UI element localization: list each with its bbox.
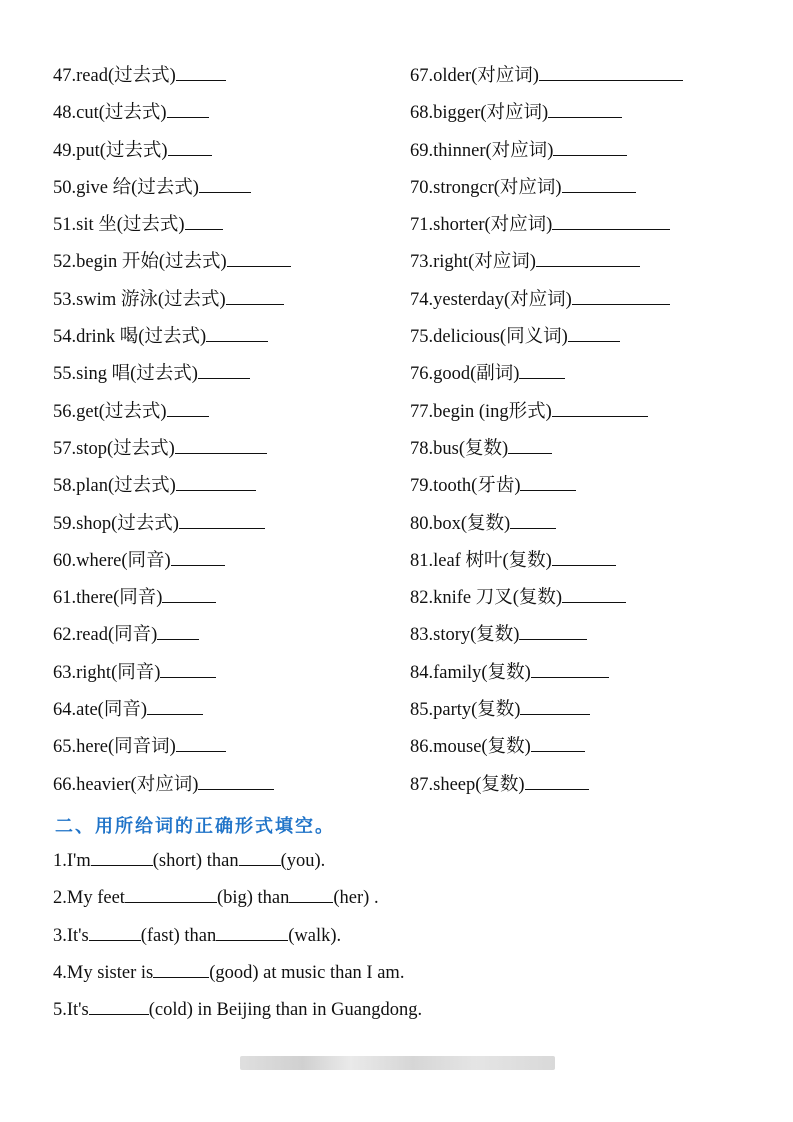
vocab-item-prompt: 82.knife 刀叉(复数): [410, 588, 563, 609]
answer-blank[interactable]: [175, 439, 267, 454]
answer-blank[interactable]: [536, 252, 640, 267]
answer-blank[interactable]: [531, 737, 585, 752]
answer-blank[interactable]: [510, 514, 556, 529]
vocab-item-prompt: 65.here(同音词): [53, 737, 176, 758]
answer-blank[interactable]: [562, 178, 636, 193]
vocab-item: [53, 655, 383, 692]
vocab-item-prompt: 51.sit 坐(过去式): [53, 215, 185, 236]
vocab-item-prompt: 78.bus(复数): [410, 438, 509, 459]
vocab-item-prompt: 85.party(复数): [410, 700, 521, 721]
vocab-item: [53, 692, 383, 729]
vocab-item-prompt: 73.right(对应词): [410, 252, 536, 273]
answer-blank[interactable]: [519, 625, 587, 640]
sentence-text: (her) .: [333, 888, 379, 909]
vocab-item: [410, 617, 750, 654]
vocab-item: [53, 95, 383, 132]
answer-blank[interactable]: [167, 103, 209, 118]
answer-blank[interactable]: [552, 215, 670, 230]
vocab-item: [410, 692, 750, 729]
answer-blank[interactable]: [199, 178, 251, 193]
vocab-item: [410, 506, 750, 543]
sentence-text: 5.It's: [53, 1000, 89, 1021]
vocab-item: [53, 506, 383, 543]
vocab-item-prompt: 69.thinner(对应词): [410, 140, 554, 161]
answer-blank[interactable]: [226, 290, 284, 305]
vocab-item: [53, 319, 383, 356]
vocabulary-list-right: [410, 58, 750, 804]
vocab-item: [410, 95, 750, 132]
vocab-item-prompt: 87.sheep(复数): [410, 774, 525, 795]
answer-blank[interactable]: [179, 514, 265, 529]
vocab-item: [410, 244, 750, 281]
vocab-item-prompt: 71.shorter(对应词): [410, 215, 553, 236]
sentence-text: (you).: [280, 851, 326, 871]
vocab-item-prompt: 53.swim 游泳(过去式): [53, 289, 226, 310]
vocab-item-prompt: 61.there(同音): [53, 588, 163, 609]
vocab-item-prompt: 63.right(同音): [53, 662, 161, 683]
answer-blank[interactable]: [89, 1000, 149, 1015]
answer-blank[interactable]: [572, 290, 670, 305]
answer-blank[interactable]: [239, 851, 281, 866]
answer-blank[interactable]: [525, 775, 589, 790]
answer-blank[interactable]: [552, 402, 648, 417]
vocab-item-prompt: 68.bigger(对应词): [410, 103, 549, 124]
vocab-item: [410, 655, 750, 692]
vocab-item-prompt: 48.cut(过去式): [53, 103, 167, 124]
vocab-item: [410, 356, 750, 393]
answer-blank[interactable]: [198, 775, 274, 790]
sentence-text: (cold) in Beijing than in Guangdong.: [148, 1000, 423, 1021]
vocab-item-prompt: 80.box(复数): [410, 513, 511, 534]
vocab-item: [53, 468, 383, 505]
vocab-item-prompt: 52.begin 开始(过去式): [53, 252, 227, 273]
fill-sentence: [53, 955, 422, 992]
sentence-text: 1.I'm: [53, 851, 91, 871]
sentence-text: (walk).: [288, 925, 342, 946]
vocab-item-prompt: 70.strongcr(对应词): [410, 177, 562, 198]
vocab-item-prompt: 81.leaf 树叶(复数): [410, 550, 552, 571]
answer-blank[interactable]: [520, 700, 590, 715]
answer-blank[interactable]: [562, 588, 626, 603]
answer-blank[interactable]: [519, 364, 565, 379]
vocab-item: [410, 468, 750, 505]
vocab-item: [53, 617, 383, 654]
vocab-item: [410, 394, 750, 431]
vocab-item: [53, 207, 383, 244]
answer-blank[interactable]: [568, 327, 620, 342]
answer-blank[interactable]: [552, 551, 616, 566]
answer-blank[interactable]: [162, 588, 216, 603]
answer-blank[interactable]: [157, 625, 199, 640]
vocab-item-prompt: 57.stop(过去式): [53, 438, 175, 459]
sentence-text: (good) at music than I am.: [209, 962, 405, 983]
fill-sentence: [53, 843, 422, 880]
vocab-item-prompt: 49.put(过去式): [53, 140, 168, 161]
answer-blank[interactable]: [168, 141, 212, 156]
sentence-text: (big) than: [216, 888, 290, 909]
answer-blank[interactable]: [553, 141, 627, 156]
vocab-item: [410, 170, 750, 207]
vocab-item-prompt: 55.sing 唱(过去式): [53, 364, 198, 385]
answer-blank[interactable]: [206, 327, 268, 342]
vocab-item: [410, 133, 750, 170]
answer-blank[interactable]: [548, 103, 622, 118]
vocab-item: [53, 58, 383, 95]
vocab-item: [410, 282, 750, 319]
vocab-item-prompt: 83.story(复数): [410, 625, 520, 646]
sentence-text: (fast) than: [140, 925, 217, 946]
vocab-item-prompt: 59.shop(过去式): [53, 513, 179, 534]
answer-blank[interactable]: [185, 215, 223, 230]
vocab-item-prompt: 47.read(过去式): [53, 66, 176, 86]
fill-sentence: [53, 992, 422, 1029]
vocab-item: [53, 431, 383, 468]
sentence-text: 4.My sister is: [53, 962, 154, 983]
vocabulary-list-left: [53, 58, 383, 804]
fill-sentence: [53, 880, 422, 917]
vocab-item: [53, 394, 383, 431]
vocab-item: [53, 580, 383, 617]
vocab-item: [53, 767, 383, 804]
answer-blank[interactable]: [176, 476, 256, 491]
answer-blank[interactable]: [508, 439, 552, 454]
vocab-item: [53, 170, 383, 207]
fill-sentence: [53, 918, 422, 955]
vocab-item: [410, 580, 750, 617]
answer-blank[interactable]: [520, 476, 576, 491]
vocab-item: [53, 729, 383, 766]
blurred-footer-watermark: [240, 1056, 555, 1070]
answer-blank[interactable]: [153, 963, 209, 978]
vocab-item-prompt: 50.give 给(过去式): [53, 177, 199, 198]
vocab-item-prompt: 84.family(复数): [410, 662, 531, 683]
vocab-item-prompt: 76.good(副词): [410, 364, 520, 385]
answer-blank[interactable]: [160, 663, 216, 678]
vocab-item: [410, 729, 750, 766]
sentence-text: (short) than: [152, 851, 239, 871]
answer-blank[interactable]: [227, 252, 291, 267]
answer-blank[interactable]: [216, 926, 288, 941]
sentence-text: 3.It's: [53, 925, 89, 946]
answer-blank[interactable]: [125, 888, 217, 903]
vocab-item: [53, 133, 383, 170]
vocab-item-prompt: 75.delicious(同义词): [410, 327, 568, 348]
vocab-item: [410, 543, 750, 580]
vocab-item: [410, 207, 750, 244]
vocab-item-prompt: 74.yesterday(对应词): [410, 289, 572, 310]
vocab-item-prompt: 54.drink 喝(过去式): [53, 327, 207, 348]
vocab-item-prompt: 60.where(同音): [53, 550, 171, 571]
vocab-item: [53, 356, 383, 393]
answer-blank[interactable]: [167, 402, 209, 417]
vocab-item-prompt: 86.mouse(复数): [410, 737, 531, 758]
sentence-text: 2.My feet: [53, 888, 125, 909]
answer-blank[interactable]: [539, 66, 683, 81]
answer-blank[interactable]: [89, 926, 141, 941]
answer-blank[interactable]: [176, 66, 226, 81]
vocab-item-prompt: 64.ate(同音): [53, 700, 148, 721]
answer-blank[interactable]: [289, 888, 333, 903]
vocab-item-prompt: 66.heavier(对应词): [53, 774, 199, 795]
answer-blank[interactable]: [91, 851, 153, 866]
vocab-item-prompt: 62.read(同音): [53, 625, 158, 646]
answer-blank[interactable]: [531, 663, 609, 678]
answer-blank[interactable]: [147, 700, 203, 715]
vocab-item: [53, 244, 383, 281]
vocab-item: [410, 767, 750, 804]
answer-blank[interactable]: [171, 551, 225, 566]
vocab-item: [53, 543, 383, 580]
vocab-item-prompt: 67.older(对应词): [410, 66, 539, 86]
vocab-item-prompt: 77.begin (ing形式): [410, 401, 552, 422]
vocab-item-prompt: 79.tooth(牙齿): [410, 476, 521, 497]
vocab-item: [410, 58, 750, 95]
vocab-item-prompt: 56.get(过去式): [53, 401, 167, 422]
vocab-item: [410, 319, 750, 356]
section-title: 二、用所给词的正确形式填空。: [55, 816, 335, 836]
vocab-item: [410, 431, 750, 468]
answer-blank[interactable]: [176, 737, 226, 752]
fill-in-sentences: [53, 843, 422, 1029]
vocab-item: [53, 282, 383, 319]
answer-blank[interactable]: [198, 364, 250, 379]
vocab-item-prompt: 58.plan(过去式): [53, 476, 176, 497]
